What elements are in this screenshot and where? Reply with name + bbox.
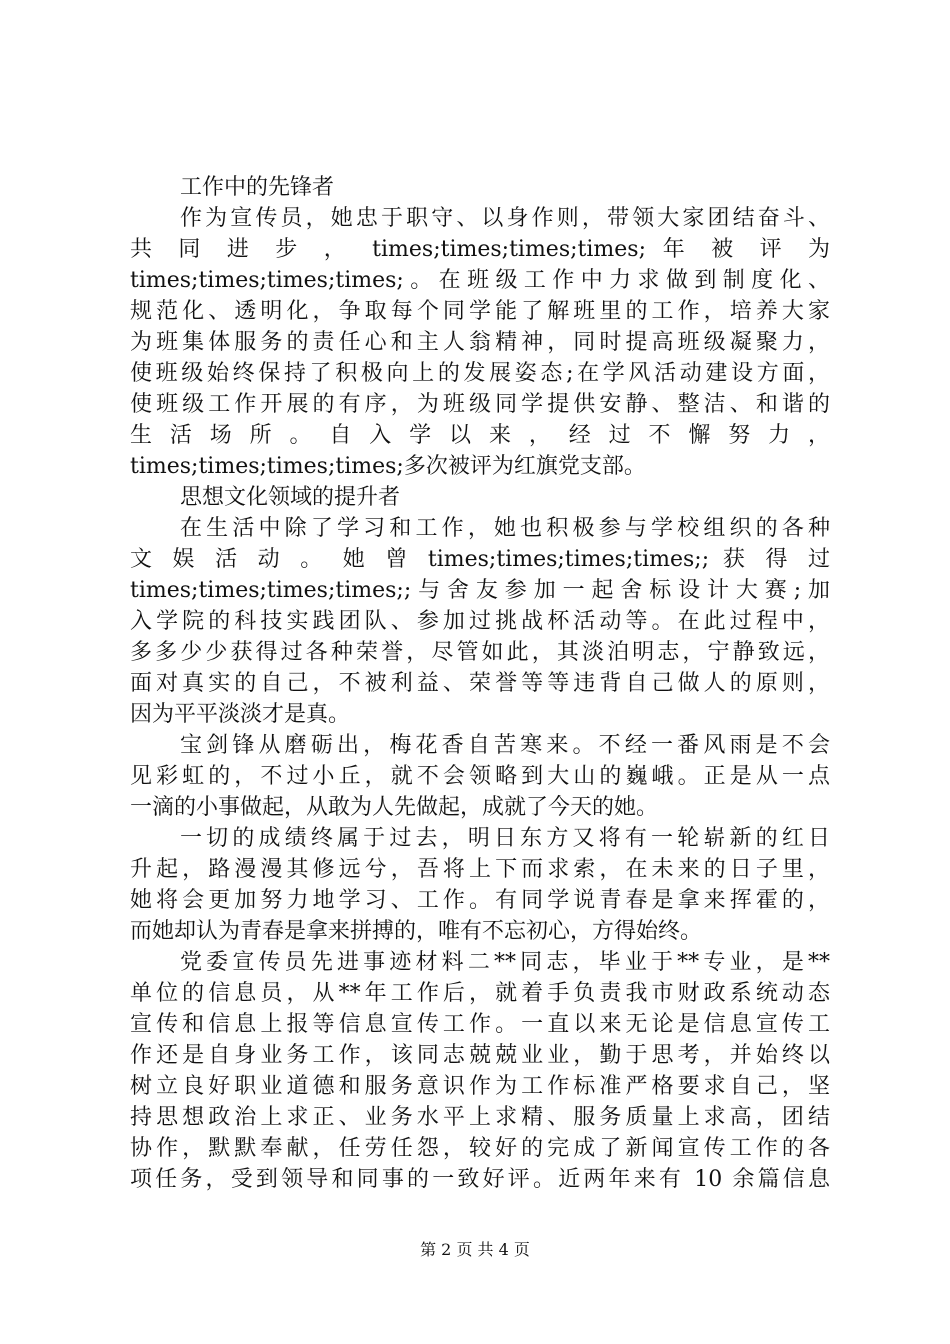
text-line: 思想文化领域的提升者 bbox=[180, 485, 401, 510]
text-line: times;times;times;times;多次被评为红旗党支部。 bbox=[130, 454, 646, 479]
text-line: 而她却认为青春是拿来拼搏的，唯有不忘初心，方得始终。 bbox=[130, 919, 703, 944]
text-line: 宝剑锋从磨砺出，梅花香自苦寒来。不经一番风雨是不会 bbox=[180, 733, 830, 758]
text-line: 使班级始终保持了积极向上的发展姿态;在学风活动建设方面， bbox=[130, 361, 830, 386]
text-line: 文 娱 活 动 。 她 曾 times;times;times;times;; 获 得 过 bbox=[130, 547, 830, 572]
text-line: 协作，默默奉献，任劳任怨，较好的完成了新闻宣传工作的各 bbox=[130, 1136, 830, 1161]
text-line: 宣传和信息上报等信息宣传工作。一直以来无论是信息宣传工 bbox=[130, 1012, 830, 1037]
text-line: 一滴的小事做起，从敢为人先做起，成就了今天的她。 bbox=[130, 795, 659, 820]
text-line: times;times;times;times;。在班级工作中力求做到制度化、 bbox=[130, 268, 830, 293]
text-line: 单位的信息员，从**年工作后，就着手负责我市财政系统动态 bbox=[130, 981, 830, 1006]
text-line: 作还是自身业务工作，该同志兢兢业业，勤于思考，并始终以 bbox=[130, 1043, 830, 1068]
page-footer: 第 2 页 共 4 页 bbox=[420, 1240, 530, 1259]
text-line: 树立良好职业道德和服务意识作为工作标准严格要求自己，坚 bbox=[130, 1074, 830, 1099]
document-body bbox=[130, 172, 830, 1195]
text-line: 她将会更加努力地学习、工作。有同学说青春是拿来挥霍的， bbox=[130, 888, 830, 913]
text-line: 在生活中除了学习和工作，她也积极参与学校组织的各种 bbox=[180, 516, 830, 541]
text-line: 规范化、透明化，争取每个同学能了解班里的工作，培养大家 bbox=[130, 299, 830, 324]
text-line: 因为平平淡淡才是真。 bbox=[130, 702, 351, 727]
text-line: 多多少少获得过各种荣誉，尽管如此，其淡泊明志，宁静致远， bbox=[130, 640, 830, 665]
text-line: 面对真实的自己，不被利益、荣誉等等违背自己做人的原则， bbox=[130, 671, 830, 696]
text-line: 工作中的先锋者 bbox=[180, 175, 335, 200]
text-line: 党委宣传员先进事迹材料二**同志，毕业于**专业，是** bbox=[180, 950, 830, 975]
text-line: 使班级工作开展的有序，为班级同学提供安静、整洁、和谐的 bbox=[130, 392, 830, 417]
text-line: 为班集体服务的责任心和主人翁精神，同时提高班级凝聚力， bbox=[130, 330, 830, 355]
text-line: 作为宣传员，她忠于职守、以身作则，带领大家团结奋斗、 bbox=[180, 206, 830, 231]
text-line: 一切的成绩终属于过去，明日东方又将有一轮崭新的红日 bbox=[180, 826, 830, 851]
text-line: 升起，路漫漫其修远兮，吾将上下而求索，在未来的日子里， bbox=[130, 857, 830, 882]
text-line: 共 同 进 步 ， times;times;times;times; 年 被 评 为 bbox=[130, 237, 830, 262]
text-line: 见彩虹的，不过小丘，就不会领略到大山的巍峨。正是从一点 bbox=[130, 764, 830, 789]
text-line: 生 活 场 所 。 自 入 学 以 来 ， 经 过 不 懈 努 力 ， bbox=[130, 423, 830, 448]
text-line: 项任务，受到领导和同事的一致好评。近两年来有 10 余篇信息 bbox=[130, 1167, 830, 1192]
text-line: times;times;times;times;;与舍友参加一起舍标设计大赛;加 bbox=[130, 578, 830, 603]
text-line: 持思想政治上求正、业务水平上求精、服务质量上求高，团结 bbox=[130, 1105, 830, 1130]
text-line: 入学院的科技实践团队、参加过挑战杯活动等。在此过程中， bbox=[130, 609, 830, 634]
